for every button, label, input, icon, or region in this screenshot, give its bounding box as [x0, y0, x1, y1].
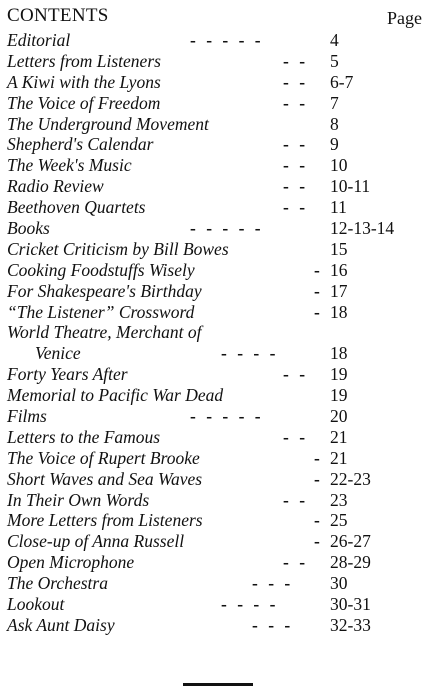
toc-entry-title: “The Listener” Crossword — [7, 301, 195, 322]
toc-leader-dashes: - - — [283, 92, 306, 113]
toc-entry-title: In Their Own Words — [7, 489, 150, 510]
toc-entry-page: 21 — [330, 447, 348, 468]
toc-entry-page: 17 — [330, 280, 348, 301]
toc-entry — [7, 427, 432, 448]
toc-entry-title: Cricket Criticism by Bill Bowes — [7, 238, 229, 259]
toc-entry — [7, 322, 432, 343]
toc-entry — [7, 176, 432, 197]
toc-entry — [7, 239, 432, 260]
toc-entry — [7, 30, 432, 51]
toc-entry — [7, 364, 432, 385]
toc-leader-dashes: - — [314, 447, 320, 468]
toc-entry-title: Short Waves and Sea Waves — [7, 468, 203, 489]
toc-entry — [7, 406, 432, 427]
toc-entry — [7, 448, 432, 469]
toc-entry-title: For Shakespeare's Birthday — [7, 280, 202, 301]
toc-entry-title: Venice — [35, 343, 81, 364]
toc-leader-dashes: - - — [283, 176, 306, 197]
toc-entry — [7, 573, 432, 594]
toc-entry-title: Ask Aunt Daisy — [7, 614, 115, 635]
toc-entry — [7, 281, 432, 302]
toc-entry-title: Films — [7, 406, 47, 427]
toc-entry-page: 7 — [330, 92, 339, 113]
toc-entry-page: 32-33 — [330, 614, 371, 635]
toc-entry — [7, 155, 432, 176]
toc-entry-page: 28-29 — [330, 552, 371, 573]
toc-entry — [7, 343, 432, 364]
toc-leader-dashes: - - — [283, 50, 306, 71]
toc-leader-dashes: - - - — [252, 573, 291, 594]
toc-leader-dashes: - - — [283, 71, 306, 92]
bottom-rule — [183, 683, 253, 686]
toc-entry-page: 10 — [330, 155, 348, 176]
toc-leader-dashes: - - — [283, 489, 306, 510]
toc-leader-dashes: - - - - — [221, 594, 276, 615]
toc-leader-dashes: - - — [283, 364, 306, 385]
toc-entry-page: 5 — [330, 50, 339, 71]
toc-entry-page: 18 — [330, 343, 348, 364]
toc-leader-dashes: - — [314, 468, 320, 489]
toc-leader-dashes: - - — [283, 552, 306, 573]
toc-entry — [7, 218, 432, 239]
toc-entry — [7, 260, 432, 281]
toc-entry-page: 6-7 — [330, 71, 354, 92]
contents-title: CONTENTS — [7, 5, 109, 26]
toc-entry-title: More Letters from Listeners — [7, 510, 203, 531]
toc-entry — [7, 72, 432, 93]
toc-leader-dashes: - - - — [252, 614, 291, 635]
toc-entry-page: 23 — [330, 489, 348, 510]
toc-entry — [7, 51, 432, 72]
toc-leader-dashes: - - — [283, 426, 306, 447]
toc-entry-page: 18 — [330, 301, 348, 322]
toc-entry-page: 30-31 — [330, 594, 371, 615]
toc-entry-title: Open Microphone — [7, 552, 135, 573]
toc-entry-page: 11 — [330, 197, 347, 218]
page-column-label: Page — [387, 8, 422, 28]
toc-entry-page: 10-11 — [330, 176, 371, 197]
toc-entry — [7, 490, 432, 511]
toc-entry-page: 19 — [330, 385, 348, 406]
toc-entry-title: Cooking Foodstuffs Wisely — [7, 259, 195, 280]
toc-entry — [7, 385, 432, 406]
toc-leader-dashes: - - - - - — [190, 30, 261, 50]
toc-leader-dashes: - - - - — [221, 343, 276, 364]
toc-entry-title: Letters to the Famous — [7, 426, 161, 447]
toc-entry-page: 20 — [330, 406, 348, 427]
toc-entry-title: The Orchestra — [7, 573, 108, 594]
toc-entry-page: 19 — [330, 364, 348, 385]
toc-entry-page: 8 — [330, 113, 339, 134]
toc-entry — [7, 594, 432, 615]
toc-entry-page: 25 — [330, 510, 348, 531]
toc-entry-title: Lookout — [7, 594, 65, 615]
toc-entry — [7, 531, 432, 552]
toc-entry — [7, 93, 432, 114]
toc-leader-dashes: - - - - - — [190, 406, 261, 427]
toc-entry — [7, 615, 432, 636]
toc-entry-page: 16 — [330, 259, 348, 280]
toc-leader-dashes: - — [314, 259, 320, 280]
toc-entry — [7, 134, 432, 155]
toc-entry-title: Close-up of Anna Russell — [7, 531, 185, 552]
table-of-contents — [7, 30, 432, 636]
toc-entry-page: 26-27 — [330, 531, 371, 552]
toc-leader-dashes: - — [314, 531, 320, 552]
toc-entry — [7, 114, 432, 135]
toc-entry — [7, 552, 432, 573]
toc-leader-dashes: - - — [283, 197, 306, 218]
toc-entry-title: Editorial — [7, 30, 71, 50]
toc-entry-title: Memorial to Pacific War Dead — [7, 385, 224, 406]
toc-entry — [7, 469, 432, 490]
toc-leader-dashes: - - — [283, 155, 306, 176]
toc-entry-title: The Voice of Rupert Brooke — [7, 447, 200, 468]
toc-entry-title: The Week's Music — [7, 155, 132, 176]
toc-entry-title: World Theatre, Merchant of — [7, 322, 202, 343]
toc-entry-page: 4 — [330, 30, 339, 50]
toc-entry-page: 21 — [330, 426, 348, 447]
toc-entry-page: 12-13-14 — [330, 218, 395, 239]
toc-entry-title: A Kiwi with the Lyons — [7, 71, 161, 92]
toc-entry-page: 15 — [330, 238, 348, 259]
contents-header — [7, 5, 437, 29]
toc-entry-page: 9 — [330, 134, 339, 155]
toc-leader-dashes: - — [314, 280, 320, 301]
toc-leader-dashes: - — [314, 301, 320, 322]
toc-leader-dashes: - - - - - — [190, 218, 261, 239]
toc-entry — [7, 302, 432, 323]
toc-entry-title: The Underground Movement — [7, 113, 209, 134]
toc-entry-title: Shepherd's Calendar — [7, 134, 154, 155]
toc-leader-dashes: - — [314, 510, 320, 531]
toc-entry-title: Forty Years After — [7, 364, 128, 385]
toc-entry — [7, 197, 432, 218]
toc-entry-page: 30 — [330, 573, 348, 594]
toc-entry-title: Books — [7, 218, 50, 239]
toc-entry — [7, 510, 432, 531]
toc-entry-page: 22-23 — [330, 468, 371, 489]
toc-leader-dashes: - - — [283, 134, 306, 155]
toc-entry-title: The Voice of Freedom — [7, 92, 161, 113]
toc-entry-title: Letters from Listeners — [7, 50, 161, 71]
toc-entry-title: Radio Review — [7, 176, 104, 197]
toc-entry-title: Beethoven Quartets — [7, 197, 146, 218]
